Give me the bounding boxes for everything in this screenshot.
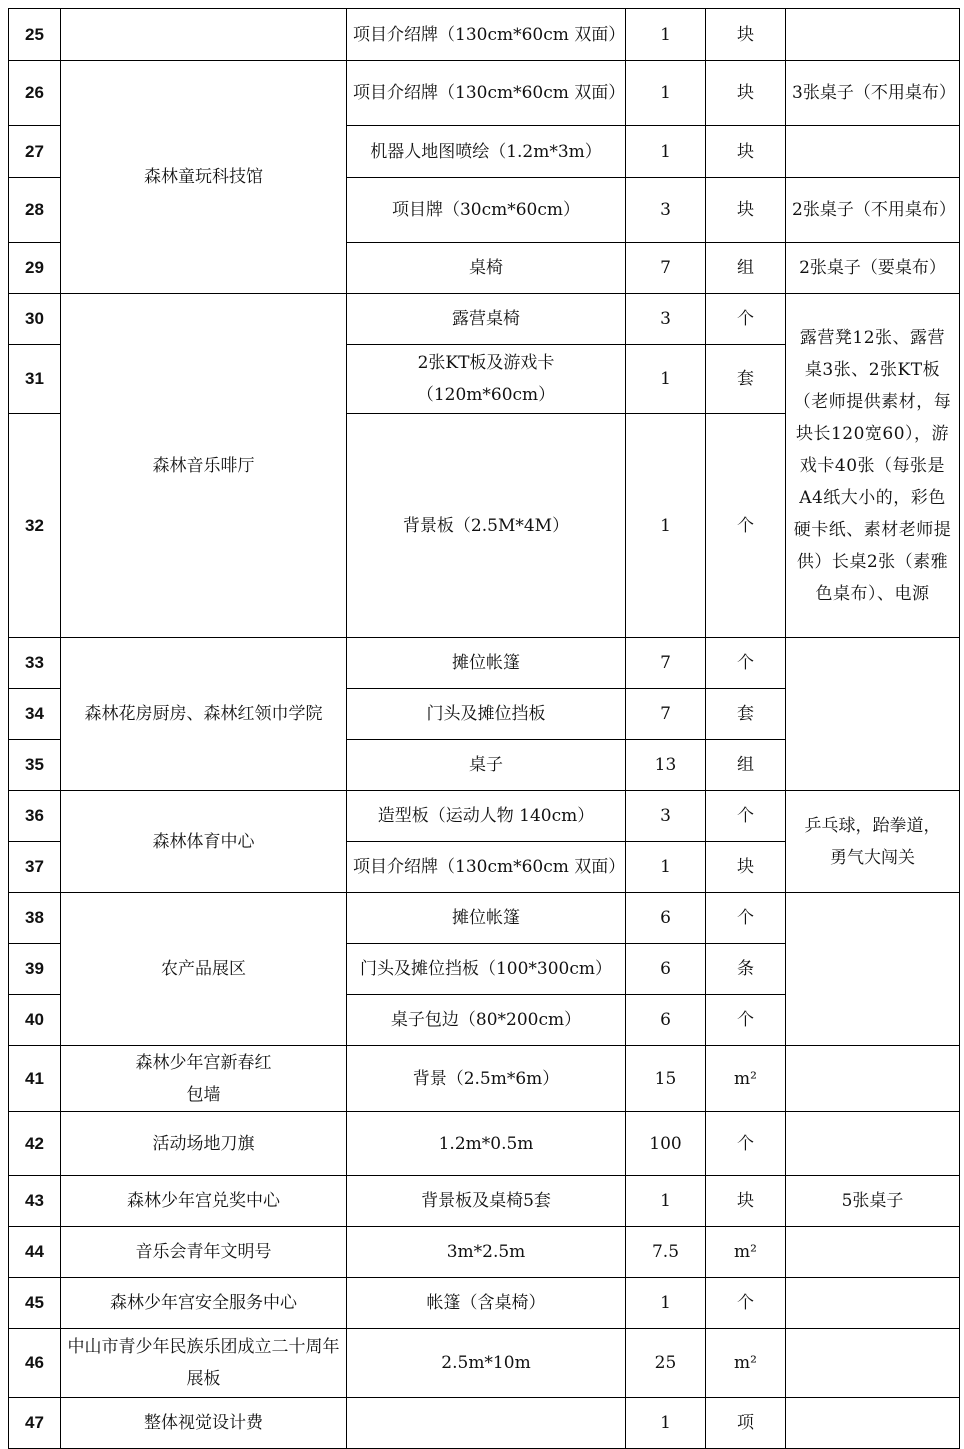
unit-cell: 套: [706, 689, 786, 740]
row-number: 46: [9, 1329, 61, 1398]
area-cell: 森林音乐啡厅: [61, 294, 347, 638]
item-cell: 门头及摊位挡板: [347, 689, 626, 740]
table-row: [9, 1329, 960, 1398]
row-number: 31: [9, 345, 61, 414]
row-number: 27: [9, 126, 61, 178]
row-number: 29: [9, 243, 61, 294]
note-cell: [786, 9, 960, 61]
equipment-table: [8, 8, 960, 1449]
unit-cell: 块: [706, 9, 786, 61]
table-row: [9, 9, 960, 61]
area-cell: 森林花房厨房、森林红领巾学院: [61, 638, 347, 791]
row-number: 34: [9, 689, 61, 740]
area-cell: 森林体育中心: [61, 791, 347, 893]
area-cell: 农产品展区: [61, 893, 347, 1046]
qty-cell: 1: [626, 414, 706, 638]
qty-cell: 1: [626, 1398, 706, 1449]
row-number: 37: [9, 842, 61, 893]
unit-cell: 个: [706, 294, 786, 345]
item-cell: 背景板及桌椅5套: [347, 1176, 626, 1227]
item-cell: 露营桌椅: [347, 294, 626, 345]
note-cell: [786, 893, 960, 1046]
row-number: 42: [9, 1112, 61, 1176]
qty-cell: 6: [626, 995, 706, 1046]
row-number: 40: [9, 995, 61, 1046]
row-number: 43: [9, 1176, 61, 1227]
note-cell: 露营凳12张、露营桌3张、2张KT板（老师提供素材，每块长120宽60），游戏卡40张（每张是A4纸大小的，彩色硬卡纸、素材老师提供）长桌2张（素雅色桌布）、电源: [786, 294, 960, 638]
table-row: [9, 1112, 960, 1176]
row-number: 30: [9, 294, 61, 345]
item-cell: 机器人地图喷绘（1.2m*3m）: [347, 126, 626, 178]
qty-cell: 25: [626, 1329, 706, 1398]
table-row: [9, 1278, 960, 1329]
item-cell: 背景（2.5m*6m）: [347, 1046, 626, 1112]
qty-cell: 6: [626, 893, 706, 944]
note-cell: [786, 638, 960, 791]
unit-cell: 个: [706, 414, 786, 638]
note-cell: 2张桌子（要桌布）: [786, 243, 960, 294]
row-number: 35: [9, 740, 61, 791]
unit-cell: 组: [706, 740, 786, 791]
unit-cell: m²: [706, 1329, 786, 1398]
note-cell: [786, 1046, 960, 1112]
area-cell: 森林少年宫安全服务中心: [61, 1278, 347, 1329]
unit-cell: 个: [706, 893, 786, 944]
qty-cell: 7: [626, 243, 706, 294]
unit-cell: 块: [706, 178, 786, 243]
unit-cell: 块: [706, 126, 786, 178]
qty-cell: 100: [626, 1112, 706, 1176]
area-cell: 森林少年宫新春红包墙: [61, 1046, 347, 1112]
note-cell: [786, 1329, 960, 1398]
table-row: [9, 1176, 960, 1227]
table-row: [9, 61, 960, 126]
table-row: [9, 1046, 960, 1112]
unit-cell: 项: [706, 1398, 786, 1449]
area-cell: [61, 9, 347, 61]
qty-cell: 1: [626, 1278, 706, 1329]
qty-cell: 3: [626, 178, 706, 243]
item-cell: 3m*2.5m: [347, 1227, 626, 1278]
item-cell: 项目介绍牌（130cm*60cm 双面）: [347, 842, 626, 893]
row-number: 45: [9, 1278, 61, 1329]
row-number: 44: [9, 1227, 61, 1278]
item-cell: 桌椅: [347, 243, 626, 294]
row-number: 33: [9, 638, 61, 689]
unit-cell: 条: [706, 944, 786, 995]
area-cell: 整体视觉设计费: [61, 1398, 347, 1449]
unit-cell: 个: [706, 1112, 786, 1176]
qty-cell: 6: [626, 944, 706, 995]
table-row: [9, 893, 960, 944]
note-cell: 乒乓球，跆拳道，勇气大闯关: [786, 791, 960, 893]
table-row: [9, 638, 960, 689]
item-cell: 桌子: [347, 740, 626, 791]
qty-cell: 1: [626, 9, 706, 61]
item-cell: 背景板（2.5M*4M）: [347, 414, 626, 638]
qty-cell: 1: [626, 842, 706, 893]
item-cell: 项目介绍牌（130cm*60cm 双面）: [347, 9, 626, 61]
qty-cell: 15: [626, 1046, 706, 1112]
table-row: [9, 294, 960, 345]
item-cell: 2张KT板及游戏卡（120m*60cm）: [347, 345, 626, 414]
item-cell: [347, 1398, 626, 1449]
area-cell: 音乐会青年文明号: [61, 1227, 347, 1278]
row-number: 26: [9, 61, 61, 126]
table-row: [9, 791, 960, 842]
area-cell: 活动场地刀旗: [61, 1112, 347, 1176]
note-cell: [786, 1227, 960, 1278]
unit-cell: 块: [706, 61, 786, 126]
table-row: [9, 1398, 960, 1449]
row-number: 28: [9, 178, 61, 243]
note-cell: 5张桌子: [786, 1176, 960, 1227]
row-number: 25: [9, 9, 61, 61]
item-cell: 摊位帐篷: [347, 893, 626, 944]
row-number: 41: [9, 1046, 61, 1112]
item-cell: 项目牌（30cm*60cm）: [347, 178, 626, 243]
row-number: 36: [9, 791, 61, 842]
qty-cell: 13: [626, 740, 706, 791]
item-cell: 桌子包边（80*200cm）: [347, 995, 626, 1046]
row-number: 32: [9, 414, 61, 638]
area-cell: 中山市青少年民族乐团成立二十周年展板: [61, 1329, 347, 1398]
row-number: 39: [9, 944, 61, 995]
unit-cell: 组: [706, 243, 786, 294]
row-number: 47: [9, 1398, 61, 1449]
qty-cell: 1: [626, 1176, 706, 1227]
unit-cell: 块: [706, 1176, 786, 1227]
area-cell: 森林童玩科技馆: [61, 61, 347, 294]
item-cell: 1.2m*0.5m: [347, 1112, 626, 1176]
note-cell: 3张桌子（不用桌布）: [786, 61, 960, 126]
note-cell: [786, 1398, 960, 1449]
qty-cell: 3: [626, 294, 706, 345]
unit-cell: 个: [706, 638, 786, 689]
qty-cell: 1: [626, 61, 706, 126]
item-cell: 帐篷（含桌椅）: [347, 1278, 626, 1329]
item-cell: 摊位帐篷: [347, 638, 626, 689]
item-cell: 造型板（运动人物 140cm）: [347, 791, 626, 842]
qty-cell: 7: [626, 638, 706, 689]
unit-cell: 个: [706, 791, 786, 842]
note-cell: [786, 126, 960, 178]
note-cell: 2张桌子（不用桌布）: [786, 178, 960, 243]
unit-cell: m²: [706, 1046, 786, 1112]
qty-cell: 7: [626, 689, 706, 740]
item-cell: 2.5m*10m: [347, 1329, 626, 1398]
unit-cell: 套: [706, 345, 786, 414]
qty-cell: 3: [626, 791, 706, 842]
item-cell: 项目介绍牌（130cm*60cm 双面）: [347, 61, 626, 126]
row-number: 38: [9, 893, 61, 944]
note-cell: [786, 1278, 960, 1329]
unit-cell: m²: [706, 1227, 786, 1278]
qty-cell: 1: [626, 345, 706, 414]
area-cell: 森林少年宫兑奖中心: [61, 1176, 347, 1227]
qty-cell: 1: [626, 126, 706, 178]
note-cell: [786, 1112, 960, 1176]
item-cell: 门头及摊位挡板（100*300cm）: [347, 944, 626, 995]
unit-cell: 个: [706, 1278, 786, 1329]
unit-cell: 个: [706, 995, 786, 1046]
table-row: [9, 1227, 960, 1278]
qty-cell: 7.5: [626, 1227, 706, 1278]
unit-cell: 块: [706, 842, 786, 893]
